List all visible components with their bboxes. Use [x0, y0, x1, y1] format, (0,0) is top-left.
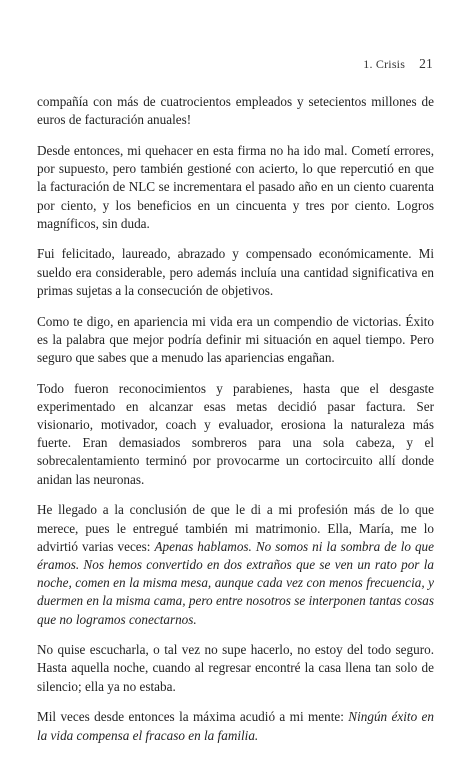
paragraph-text: Mil veces desde entonces la máxima acudió a mi mente: [37, 709, 349, 725]
paragraph [37, 641, 434, 696]
paragraph [37, 501, 434, 628]
paragraph [37, 245, 434, 300]
paragraph-text: No quise escucharla, o tal vez no supe hacerlo, no estoy del todo seguro. Hasta aquella noche, cuando al regresar encontré la casa llena tan solo de silencio; ella ya no estaba. [37, 642, 434, 694]
paragraph-text: compañía con más de cuatrocientos empleados y setecientos millones de euros de facturación anuales! [37, 94, 434, 128]
italic-maxim: Ningún éxito en la vida compensa el fracaso en la familia. [37, 709, 435, 743]
paragraph-text: He llegado a la conclusión de que le di a mi profesión más de lo que merece, pues le entregué también mi matrimonio. Ella, María, me lo advirtió varias veces: [37, 502, 434, 554]
paragraph [37, 93, 434, 129]
paragraph [37, 313, 434, 368]
paragraph [37, 380, 434, 489]
paragraph [37, 142, 434, 233]
paragraph [37, 708, 434, 744]
italic-quote: Apenas hablamos. No somos ni la sombra de lo que éramos. Nos hemos convertido en dos extraños que se ven un rato por la noche, comen en la misma mesa, aunque cada vez con menos frecuencia, y duermen en la misma cama, pero entre nosotros se interponen tantas cosas que no logramos conectarnos. [37, 538, 434, 627]
paragraph-text: Como te digo, en apariencia mi vida era un compendio de victorias. Éxito es la palabra que mejor podría definir mi situación en aquel tiempo. Pero seguro que sabes que a menudo las apariencias engañan. [37, 313, 434, 365]
running-header [363, 56, 433, 72]
body-text [37, 93, 434, 757]
chapter-title: 1. Crisis [363, 57, 406, 71]
page-number: 21 [419, 56, 433, 71]
paragraph-text: Desde entonces, mi quehacer en esta firma no ha ido mal. Cometí errores, por supuesto, pero también gestioné con acierto, lo que repercutió en que la facturación de NLC se incrementara el pasado año en un ciento cuarenta por ciento, y los beneficios en un cincuenta y tres por ciento. Logros magníficos, sin duda. [37, 142, 434, 231]
paragraph-text: Fui felicitado, laureado, abrazado y compensado económicamente. Mi sueldo era considerable, pero además incluía una cantidad significativa en primas sujetas a la consecución de objetivos. [37, 246, 434, 298]
paragraph-text: Todo fueron reconocimientos y parabienes, hasta que el desgaste experimentado en alcanzar esas metas decidió pasar factura. Ser visionario, motivador, coach y evaluador, erosiona la naturaleza más fuerte. Eran demasiados sombreros para una sola cabeza, y el sobrecalentamiento terminó por provocarme un cortocircuito allí donde anidan las neuronas. [37, 380, 434, 487]
